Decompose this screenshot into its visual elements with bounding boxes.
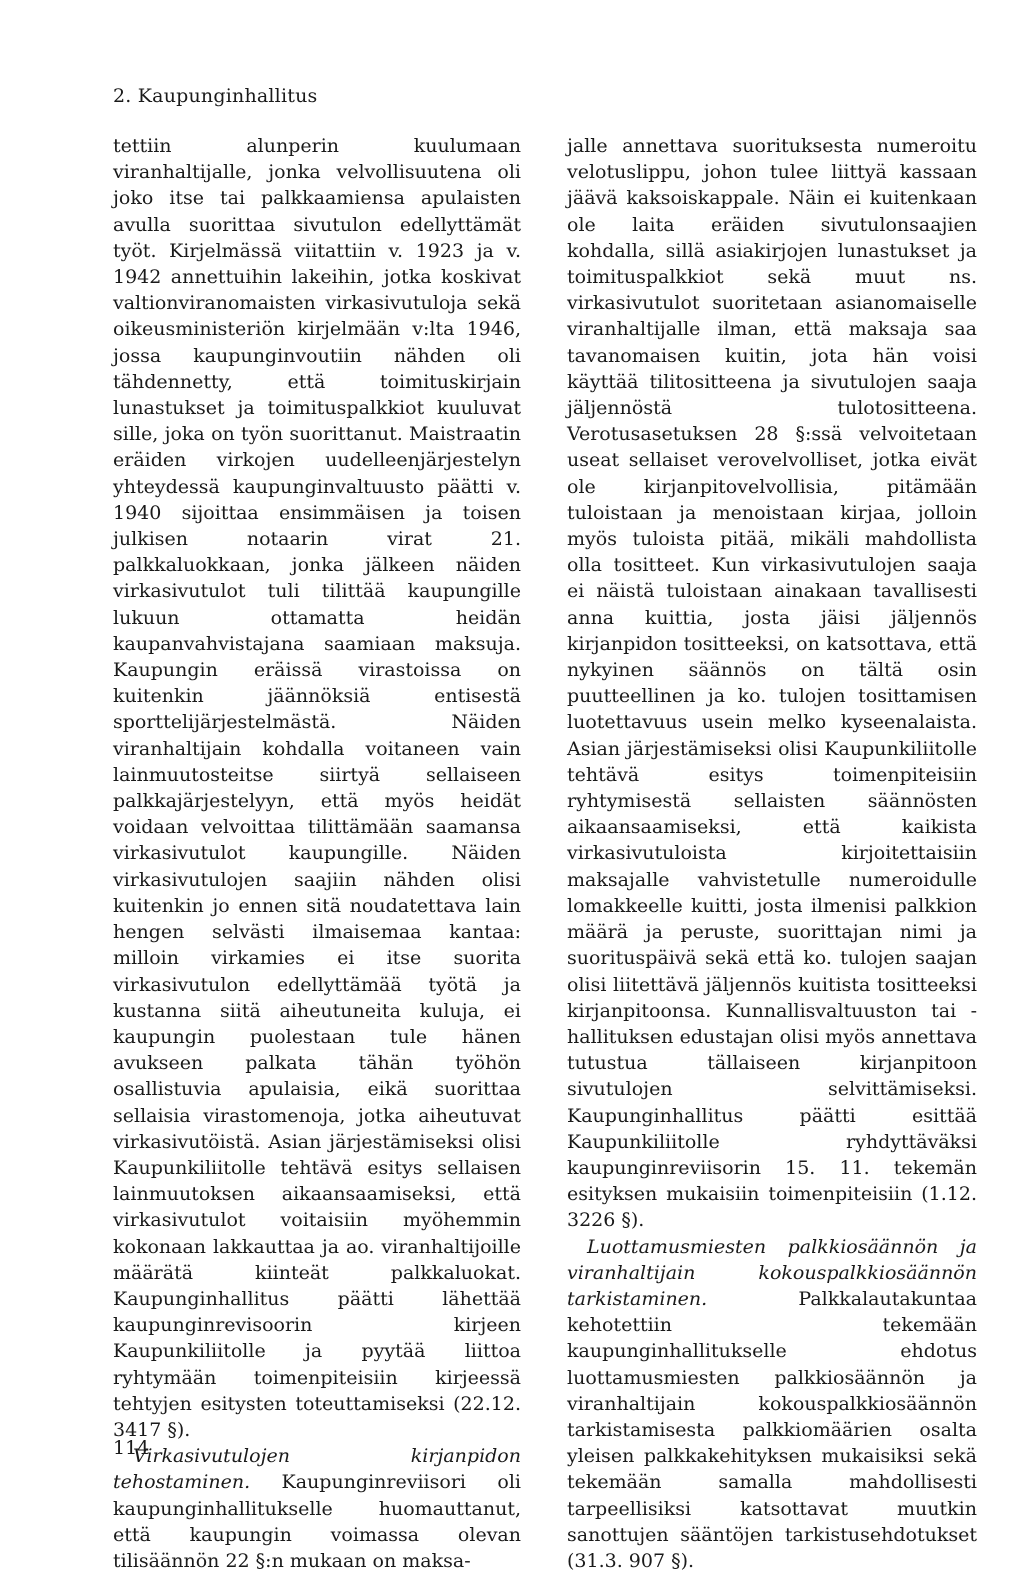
right-paragraph-1: jalle annettava suorituksesta numeroitu velotuslippu, johon tulee liittyä kassaan jäävä kaksoiskappale. Näin ei kuitenkaan ole laita eräiden sivutulonsaajien kohdalla, sillä asiakirjojen lunastukset ja toimituspalkkiot sekä muut ns. virkasivutulot suoritetaan asianomaiselle viranhaltijalle ilman, että maksaja saa tavanomaisen kuitin, jota hän voisi käyttää tilitositteena ja sivutulojen saaja jäljennöstä tulotositteena. Verotusasetuksen 28 §:ssä velvoitetaan useat sellaiset verovelvolliset, jotka eivät ole kirjanpitovelvollisia, pitämään tuloistaan ja menoistaan kirjaa, jolloin myös tuloista pitää, mikäli mahdollista olla tositteet. Kun virkasivutulojen saaja ei näistä tuloistaan ainakaan tavallisesti anna kuittia, josta jäisi jäljennös kirjanpidon tositteeksi, on katsottava, että nykyinen säännös on tältä osin puutteellinen ja ko. tulojen tosittamisen luotettavuus usein melko kyseenalaista. Asian järjestämiseksi olisi Kaupunkiliitolle tehtävä esitys toimenpiteisiin ryhtymisestä sellaisten säännösten aikaansaamiseksi, että kaikista virkasivutuloista kirjoitettaisiin maksajalle vahvistetulle numeroidulle lomakkeelle kuitti, josta ilmenisi palkkion määrä ja peruste, suorittajan nimi ja suorituspäivä sekä että ko. tulojen saajan olisi liitettävä jäljennös kuitista tositteeksi kirjanpitoonsa. Kunnallisvaltuuston tai -hallituksen edustajan olisi myös annettava tutustua tällaiseen kirjanpitoon sivutulojen selvittämiseksi. Kaupunginhallitus päätti esittää Kaupunkiliitolle ryhdyttäväksi kaupunginreviisorin 15. 11. tekemän esityksen mukaisiin toimenpiteisiin (1.12. 3226 §). [567, 135, 977, 1232]
right-paragraph-2-body: Palkkalautakuntaa kehotettiin tekemään kaupunginhallitukselle ehdotus luottamusmiesten palkkiosäännön ja viranhaltijain kokouspalkkiosäännön tarkistamisesta palkkiomäärien osalta yleisen palkkakehityksen mukaisiksi sekä tekemään samalla mahdollisesti tarpeellisiksi katsottavat muutkin sanottujen sääntöjen tarkistusehdotukset (31.3. 907 §). [567, 1287, 977, 1572]
left-column [113, 133, 521, 1574]
right-paragraph-2 [567, 1234, 977, 1574]
right-column [567, 133, 977, 1574]
section-title-virkasivutulot: Virkasivutulojen kirjanpidon tehostaminen. [113, 1445, 521, 1494]
left-paragraph-2-body: Kaupunginreviisori oli kaupunginhallitukselle huomauttanut, että kaupungin voimassa olevan tilisäännön 22 §:n mukaan on maksa- [113, 1471, 521, 1572]
left-paragraph-1: tettiin alunperin kuulumaan viranhaltijalle, jonka velvollisuutena oli joko itse tai palkkaamiensa apulaisten avulla suorittaa sivutulon edellyttämät työt. Kirjelmässä viitattiin v. 1923 ja v. 1942 annettuihin lakeihin, jotka koskivat valtionviranomaisten virkasivutuloja sekä oikeusministeriön kirjelmään v:lta 1946, jossa kaupunginvoutiin nähden oli tähdennetty, että toimituskirjain lunastukset ja toimituspalkkiot kuuluvat sille, joka on työn suorittanut. Maistraatin eräiden virkojen uudelleenjärjestelyn yhteydessä kaupunginvaltuusto päätti v. 1940 sijoittaa ensimmäisen ja toisen julkisen notaarin virat 21. palkkaluokkaan, jonka jälkeen näiden virkasivutulot tuli tilittää kaupungille lukuun ottamatta heidän kaupanvahvistajana saamiaan maksuja. Kaupungin eräissä virastoissa on kuitenkin jäännöksiä entisestä sporttelijärjestelmästä. Näiden viranhaltijain kohdalla voitaneen vain lainmuutosteitse siirtyä sellaiseen palkkajärjestelyyn, että myös heidät voidaan velvoittaa tilittämään saamansa virkasivutulot kaupungille. Näiden virkasivutulojen saajiin nähden olisi kuitenkin jo ennen sitä noudatettava lain hengen selvästi ilmaisemaa kantaa: milloin virkamies ei itse suorita virkasivutulon edellyttämää työtä ja kustanna siitä aiheutuneita kuluja, ei kaupungin puolestaan tule hänen avukseen palkata tähän työhön osallistuvia apulaisia, eikä suorittaa sellaisia virastomenoja, jotka aiheutuvat virkasivutöistä. Asian järjestämiseksi olisi Kaupunkiliitolle tehtävä esitys sellaisen lainmuutoksen aikaansaamiseksi, että virkasivutulot voitaisiin myöhemmin kokonaan lakkauttaa ja ao. viranhaltijoille määrätä kiinteät palkkaluokat. Kaupunginhallitus päätti lähettää kaupunginrevisoorin kirjeen Kaupunkiliitolle ja pyytää liittoa ryhtymään toimenpiteisiin kirjeessä tehtyjen esitysten toteuttamiseksi (22.12. 3417 §). [113, 135, 521, 1441]
running-head: 2. Kaupunginhallitus [113, 85, 318, 107]
left-paragraph-2 [113, 1443, 521, 1574]
page-number: 114 [113, 1437, 150, 1459]
section-title-palkkiosaanto: Luottamusmiesten palkkiosäännön ja viranhaltijain kokouspalkkiosäännön tarkistaminen. [567, 1235, 977, 1310]
